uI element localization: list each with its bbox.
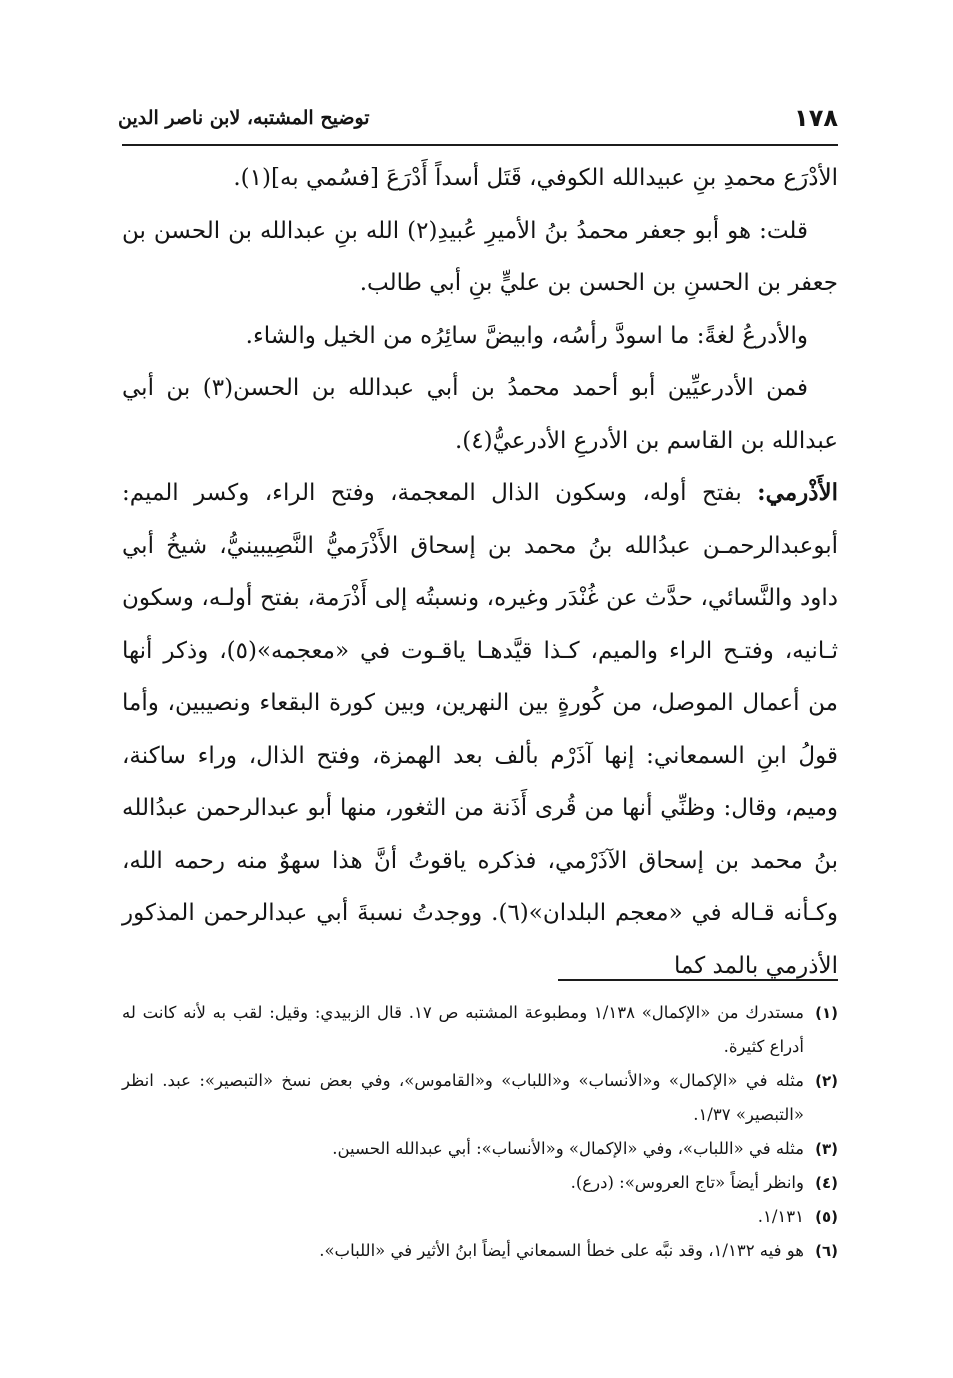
header-rule xyxy=(122,144,838,146)
paragraph: قلت: هو أبو جعفر محمدُ بنُ الأميرِ عُبيدِ(٢) الله بنِ عبدالله بن الحسن بن جعفر بن الحسنِ بن الحسن بن عليٍّ بنِ أبي طالب. xyxy=(122,217,838,296)
footnote-number: (١) xyxy=(815,1004,838,1022)
footnote-separator xyxy=(558,979,838,981)
running-title: توضيح المشتبه، لابن ناصر الدين xyxy=(118,107,370,129)
footnote-number: (٦) xyxy=(815,1242,838,1260)
footnote xyxy=(122,1132,838,1166)
footnote-text: ١/١٣١. xyxy=(757,1207,804,1226)
footnote xyxy=(122,1064,838,1132)
paragraph xyxy=(122,467,838,992)
paragraph: والأدرعُ لغةً: ما اسودَّ رأسُه، وابيضَّ سائِرُه من الخيل والشاء. xyxy=(245,322,808,349)
footnote-number: (٢) xyxy=(815,1072,838,1090)
footnote-text: مثله في «اللباب»، وفي «الإكمال» و«الأنساب»: أبي عبدالله الحسين. xyxy=(332,1139,804,1158)
paragraph: الأدْرَع محمدِ بنِ عبيدالله الكوفي، قَتَل أسداً أَدْرَعَ [فسُمي به](١). xyxy=(233,165,838,191)
paragraph: فمن الأدرعيِّين أبو أحمد محمدُ بن أبي عبدالله بن الحسن(٣) بن أبي عبدالله بن القاسم بن الأدرعِ الأدرعيُّ(٤). xyxy=(122,375,838,454)
footnote xyxy=(122,1234,838,1268)
footnote xyxy=(122,1200,838,1234)
footnote-number: (٤) xyxy=(815,1174,838,1192)
footnote-number: (٣) xyxy=(815,1140,838,1158)
entry-heading: الأَذْرمي: xyxy=(757,479,839,506)
footnotes xyxy=(122,996,838,1268)
main-text xyxy=(122,152,838,992)
footnote-text: وانظر أيضاً «تاج العروس»: (درع). xyxy=(570,1173,804,1192)
page-number: ١٧٨ xyxy=(794,104,838,132)
footnote xyxy=(122,1166,838,1200)
page-header xyxy=(118,96,838,140)
footnote-text: مستدرك من «الإكمال» ١/١٣٨ ومطبوعة المشتبه ص ١٧. قال الزبيدي: وقيل: لقب به لأنه كانت له أدراع كثيرة. xyxy=(122,1003,804,1056)
entry-text: بفتح أوله، وسكون الذال المعجمة، وفتح الراء، وكسر الميم: أبوعبدالرحمـن عبدُالله بنُ محمد بن إسحاق الأَذْرَميُّ النَّصِيبينيُّ، شيخُ أبي داود والنَّسائي، حدَّث عن غُنْدَر وغيره، ونسبتُه إلى أَذْرَمة، بفتح أولـه، وسكون ثـانيه، وفتـح الراء والميم، كـذا قيَّدهـا ياقـوت في «معجمه»(٥)، وذكر أنها من أعمال الموصل، من كُورةٍ بين النهرين، وبين كورة البقعاء ونصيبين، وأما قولُ ابنِ السمعاني: إنها آذَرْم بألف بعد الهمزة، وفتح الذال، وراء ساكنة، وميم، وقال: وظنِّي أنها من قُرى أَذَنة من الثغور، منها أبو عبدالرحمن عبدُالله بنُ محمد بن إسحاق الآذَرْمي، فذكره ياقوتُ أنَّ هذا سهوٌ منه رحمه الله، وكـأنه قـاله في «معجم البلدان»(٦). ووجدتُ نسبةَ أبي عبدالرحمن المذكور الأذرمي بالمد كما xyxy=(122,480,838,979)
footnote-number: (٥) xyxy=(815,1208,838,1226)
footnote-text: هو فيه ١/١٣٢، وقد نبَّه على خطأ السمعاني أيضاً ابنُ الأثير في «اللباب». xyxy=(319,1241,804,1260)
footnote-text: مثله في «الإكمال» و«الأنساب» و«اللباب» و«القاموس»، وفي بعض نسخ «التبصير»: عبد. انظر «التبصير» ١/٣٧. xyxy=(122,1071,804,1124)
footnote xyxy=(122,996,838,1064)
